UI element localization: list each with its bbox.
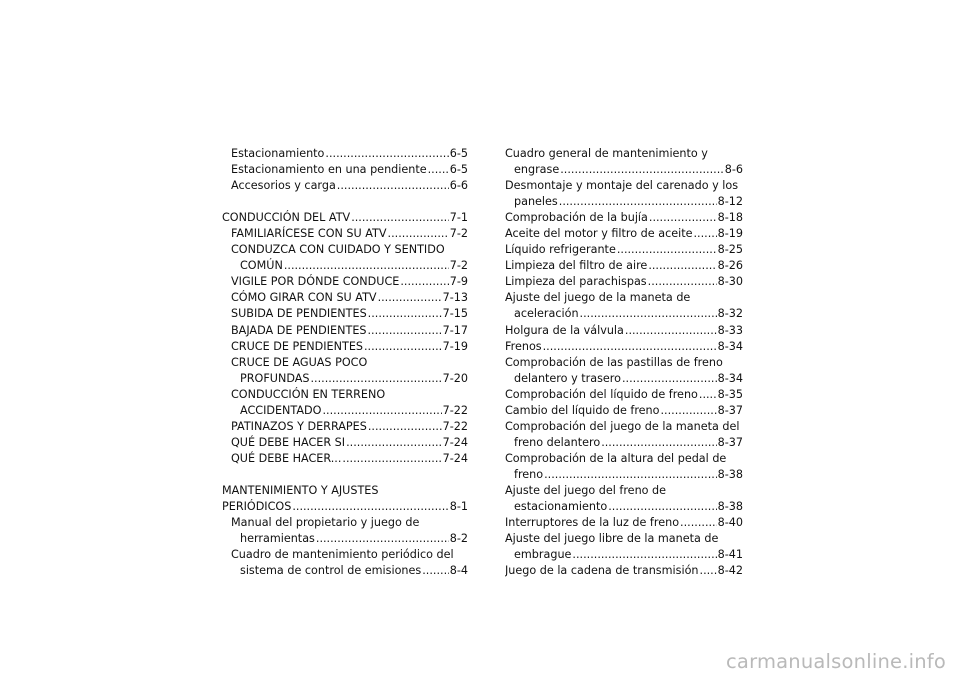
toc-page-number: 8-34 [717, 339, 743, 353]
toc-entry[interactable] [222, 210, 468, 226]
toc-entry[interactable] [505, 355, 743, 371]
toc-page-number: 7-2 [449, 227, 468, 241]
toc-entry-title: aceleración [514, 307, 579, 321]
toc-entry[interactable] [222, 355, 468, 371]
toc-page-number: 7-1 [449, 211, 468, 225]
toc-entry[interactable] [505, 563, 743, 579]
toc-page-number: 7-9 [449, 275, 468, 289]
toc-entry[interactable] [505, 323, 743, 339]
toc-entry[interactable] [222, 387, 468, 403]
toc-page-number: 8-30 [717, 275, 743, 289]
toc-page-number: 6-6 [449, 179, 468, 193]
toc-entry[interactable] [222, 419, 468, 435]
toc-page-number: 8-32 [717, 307, 743, 321]
toc-entry[interactable] [222, 339, 468, 355]
toc-entry-title: Limpieza del parachispas [505, 275, 647, 289]
toc-dot-leader [648, 258, 716, 274]
toc-dot-leader [580, 306, 717, 322]
toc-dot-leader [680, 515, 717, 531]
toc-entry-title: freno delantero [514, 435, 601, 449]
toc-page-number: 8-1 [449, 500, 468, 514]
toc-entry-title: VIGILE POR DÓNDE CONDUCE [231, 275, 400, 289]
toc-entry-title: Holgura de la válvula [505, 323, 624, 337]
toc-entry[interactable] [222, 435, 468, 451]
toc-entry[interactable] [505, 274, 743, 290]
toc-dot-leader [543, 339, 717, 355]
toc-entry-title: herramientas [240, 532, 315, 546]
toc-spacer [222, 467, 468, 483]
toc-dot-leader [661, 403, 717, 419]
toc-dot-leader [351, 210, 449, 226]
toc-entry-title: Ajuste del juego de la maneta de [505, 291, 691, 305]
toc-dot-leader [544, 467, 716, 483]
toc-entry-title: freno [514, 467, 544, 481]
toc-entry[interactable] [505, 435, 743, 451]
toc-page-number: 8-4 [449, 564, 468, 578]
toc-dot-leader [346, 435, 442, 451]
toc-entry-title: Manual del propietario y juego de [231, 516, 420, 530]
toc-entry[interactable] [222, 483, 468, 499]
toc-dot-leader [368, 306, 442, 322]
toc-page-number: 8-34 [717, 371, 743, 385]
toc-dot-leader [617, 242, 717, 258]
toc-entry[interactable] [222, 371, 468, 387]
toc-entry-title: estacionamiento [514, 500, 608, 514]
toc-entry-title: Comprobación de la altura del pedal de [505, 451, 727, 465]
toc-entry[interactable] [222, 563, 468, 579]
toc-column-right [505, 146, 743, 579]
toc-page-number: 6-5 [449, 147, 468, 160]
toc-entry[interactable] [505, 162, 743, 178]
toc-dot-leader [337, 178, 449, 194]
toc-dot-leader [322, 403, 441, 419]
toc-dot-leader [608, 499, 716, 515]
toc-page-number: 7-15 [442, 307, 468, 321]
toc-entry[interactable] [505, 242, 743, 258]
toc-entry[interactable] [505, 419, 743, 435]
toc-dot-leader [292, 499, 448, 515]
toc-dot-leader [572, 547, 716, 563]
toc-page-number: 7-19 [442, 339, 468, 353]
toc-entry-title: sistema de control de emisiones [240, 564, 422, 578]
toc-entry[interactable] [505, 403, 743, 419]
toc-page-number: 7-22 [442, 403, 468, 417]
toc-entry-title: Estacionamiento en una pendiente [231, 163, 427, 177]
toc-dot-leader [622, 371, 717, 387]
toc-entry-title: QUÉ DEBE HACER SI [231, 435, 346, 449]
toc-dot-leader [388, 226, 449, 242]
toc-dot-leader [428, 162, 449, 178]
toc-dot-leader [325, 146, 448, 162]
toc-page-number: 7-17 [442, 323, 468, 337]
toc-dot-leader [400, 274, 448, 290]
toc-entry-title: paneles [514, 195, 558, 209]
toc-entry[interactable] [222, 515, 468, 531]
toc-entry[interactable] [222, 499, 468, 515]
toc-entry-title: Estacionamiento [231, 147, 325, 160]
toc-entry[interactable] [222, 226, 468, 242]
toc-entry[interactable] [222, 146, 468, 162]
toc-entry-title: Comprobación de la bujía [505, 211, 648, 225]
toc-entry[interactable] [505, 483, 743, 499]
toc-page-number: 8-19 [717, 227, 743, 241]
toc-entry-title: Aceite del motor y filtro de aceite [505, 227, 693, 241]
toc-entry-title: PERIÓDICOS [222, 500, 292, 514]
toc-entry-title: Accesorios y carga [231, 179, 336, 193]
toc-entry-title: Ajuste del juego del freno de [505, 483, 667, 497]
toc-page-number: 7-24 [442, 435, 468, 449]
toc-entry-title: FAMILIARÍCESE CON SU ATV [231, 227, 387, 241]
toc-entry-title: Desmontaje y montaje del carenado y los [505, 179, 739, 193]
toc-column-left [222, 146, 468, 579]
toc-entry-title: QUÉ DEBE HACER... [231, 451, 342, 465]
toc-entry-title: Cambio del líquido de freno [505, 403, 660, 417]
toc-entry[interactable] [222, 258, 468, 274]
toc-entry-title: Comprobación de las pastillas de freno [505, 355, 723, 369]
toc-entry[interactable] [505, 146, 743, 162]
toc-page-number: 8-6 [724, 163, 743, 177]
toc-page-number: 8-2 [449, 532, 468, 546]
toc-entry-title: Juego de la cadena de transmisión [505, 564, 699, 578]
toc-entry-title: Frenos [505, 339, 542, 353]
toc-entry[interactable] [505, 339, 743, 355]
toc-entry[interactable] [505, 451, 743, 467]
toc-entry[interactable] [222, 178, 468, 194]
toc-dot-leader [368, 419, 442, 435]
toc-entry-title: Limpieza del filtro de aire [505, 259, 648, 273]
toc-entry-title: Ajuste del juego libre de la maneta de [505, 532, 719, 546]
toc-entry[interactable] [505, 515, 743, 531]
toc-page-number: 8-37 [717, 403, 743, 417]
toc-entry[interactable] [505, 194, 743, 210]
toc-page-number: 8-38 [717, 500, 743, 514]
toc-page-number: 7-20 [442, 371, 468, 385]
toc-page-number: 7-24 [442, 451, 468, 465]
toc-entry[interactable] [505, 258, 743, 274]
toc-entry[interactable] [505, 499, 743, 515]
toc-entry-title: CÓMO GIRAR CON SU ATV [231, 291, 377, 305]
toc-page-number: 8-38 [717, 467, 743, 481]
toc-dot-leader [625, 323, 717, 339]
toc-entry-title: Cuadro de mantenimiento periódico del [231, 548, 454, 562]
toc-dot-leader [316, 531, 449, 547]
toc-dot-leader [378, 290, 442, 306]
toc-page-number: 8-41 [717, 548, 743, 562]
toc-dot-leader [693, 226, 716, 242]
toc-entry[interactable] [222, 547, 468, 563]
toc-page-number: 8-26 [717, 259, 743, 273]
toc-dot-leader [601, 435, 716, 451]
toc-entry[interactable] [505, 547, 743, 563]
toc-entry-title: Interruptores de la luz de freno [505, 516, 680, 530]
toc-page-number: 7-22 [442, 419, 468, 433]
toc-dot-leader [364, 339, 442, 355]
toc-entry[interactable] [222, 323, 468, 339]
toc-page-number: 8-42 [717, 564, 743, 578]
toc-entry-title: ACCIDENTADO [240, 403, 322, 417]
watermark-text: carmanualsonline.info [726, 650, 946, 673]
toc-entry[interactable] [505, 210, 743, 226]
toc-entry-title: Comprobación del líquido de freno [505, 387, 698, 401]
toc-entry-title: CRUCE DE PENDIENTES [231, 339, 363, 353]
toc-entry-title: PROFUNDAS [240, 371, 310, 385]
toc-page-number: 7-13 [442, 291, 468, 305]
toc-dot-leader [699, 387, 717, 403]
toc-dot-leader [342, 451, 441, 467]
toc-entry-title: COMÚN [240, 259, 283, 273]
toc-dot-leader [422, 563, 448, 579]
toc-entry[interactable] [505, 306, 743, 322]
toc-dot-leader [368, 323, 442, 339]
toc-page-number: 8-35 [717, 387, 743, 401]
toc-entry[interactable] [222, 306, 468, 322]
toc-entry-title: PATINAZOS Y DERRAPES [231, 419, 367, 433]
toc-entry[interactable] [505, 178, 743, 194]
toc-entry-title: CONDUCCIÓN DEL ATV [222, 211, 351, 225]
toc-dot-leader [559, 194, 717, 210]
toc-entry[interactable] [505, 226, 743, 242]
toc-entry[interactable] [222, 403, 468, 419]
toc-entry[interactable] [505, 387, 743, 403]
toc-entry[interactable] [222, 242, 468, 258]
toc-entry-title: engrase [514, 163, 560, 177]
toc-page-number: 8-18 [717, 211, 743, 225]
toc-entry-title: SUBIDA DE PENDIENTES [231, 307, 367, 321]
toc-entry[interactable] [505, 531, 743, 547]
toc-entry[interactable] [222, 274, 468, 290]
toc-entry-title: CONDUZCA CON CUIDADO Y SENTIDO [231, 243, 445, 257]
toc-entry[interactable] [505, 290, 743, 306]
toc-spacer [222, 194, 468, 210]
toc-entry-title: CRUCE DE AGUAS POCO [231, 355, 368, 369]
toc-dot-leader [311, 371, 442, 387]
toc-entry-title: Cuadro general de mantenimiento y [505, 147, 708, 160]
toc-entry-title: CONDUCCIÓN EN TERRENO [231, 387, 386, 401]
toc-entry-title: Líquido refrigerante [505, 243, 616, 257]
toc-entry[interactable] [222, 451, 468, 467]
toc-entry-title: BAJADA DE PENDIENTES [231, 323, 367, 337]
toc-entry[interactable] [222, 531, 468, 547]
toc-entry[interactable] [222, 290, 468, 306]
toc-page-number: 8-40 [717, 516, 743, 530]
toc-page-number: 8-12 [717, 195, 743, 209]
toc-page-number: 6-5 [449, 163, 468, 177]
toc-dot-leader [560, 162, 723, 178]
toc-entry-title: delantero y trasero [514, 371, 621, 385]
toc-entry[interactable] [505, 467, 743, 483]
toc-entry[interactable] [505, 371, 743, 387]
toc-dot-leader [649, 210, 717, 226]
toc-entry-title: Comprobación del juego de la maneta del [505, 419, 740, 433]
toc-page-number: 7-2 [449, 259, 468, 273]
toc-dot-leader [648, 274, 717, 290]
toc-entry[interactable] [222, 162, 468, 178]
toc-page-number: 8-25 [717, 243, 743, 257]
toc-dot-leader [700, 563, 717, 579]
toc-page-number: 8-37 [717, 435, 743, 449]
toc-entry-title: embrague [514, 548, 572, 562]
toc-entry-title: MANTENIMIENTO Y AJUSTES [222, 483, 379, 497]
toc-page-number: 8-33 [717, 323, 743, 337]
toc-dot-leader [284, 258, 449, 274]
